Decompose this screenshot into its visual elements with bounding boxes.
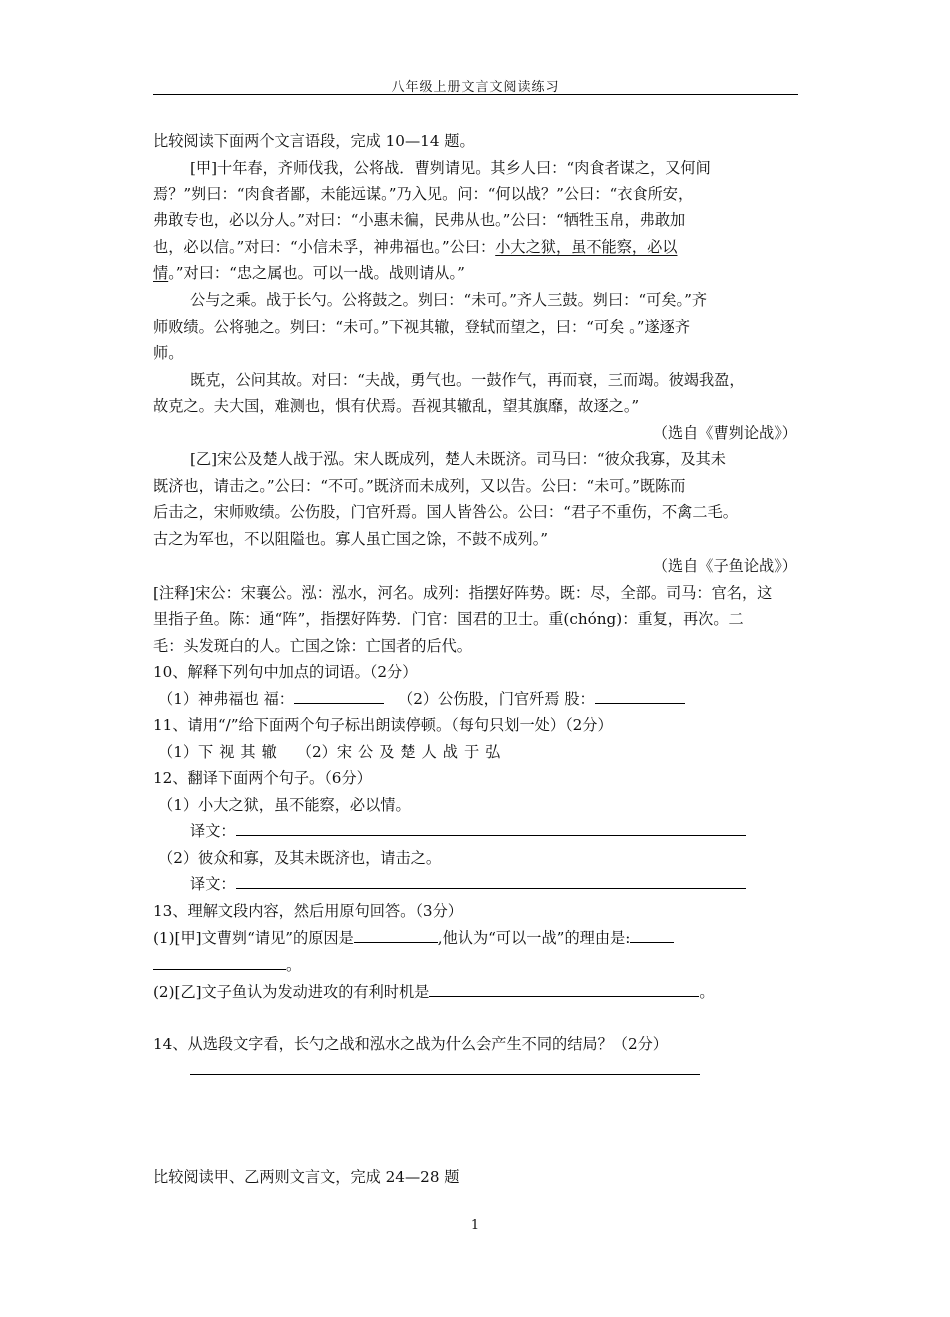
q12-item-2: （2）彼众和寡，及其未既济也，请击之。 — [158, 849, 442, 867]
annotation-line: 里指子鱼。陈：通“阵”，指摆好阵势．门官：国君的卫士。重(chóng)：重复，再次。二 — [153, 610, 744, 628]
q11-label-2: （2） — [296, 743, 337, 761]
source-citation: （选自《曹刿论战》） — [652, 424, 797, 442]
passage-jia-line: 公与之乘。战于长勺。公将鼓之。刿曰：“未可。”齐人三鼓。刿曰：“可矣。”齐 — [190, 291, 708, 309]
question-13: 13、理解文段内容，然后用原句回答。（3分） — [153, 902, 463, 920]
q11-sentence-1[interactable]: 下视其辙 — [198, 743, 283, 761]
passage-yi-line: 既济也，请击之。”公曰：“不可。”既济而未成列，又以告。公曰：“未可。”既陈而 — [153, 477, 686, 495]
q13-text: (1)[甲]文曹刿“请见”的原因是 — [153, 929, 354, 947]
passage-yi-line: [乙]宋公及楚人战于泓。宋人既成列，楚人未既济。司马曰：“彼众我寡，及其未 — [190, 450, 726, 468]
punctuation: 。 — [699, 983, 715, 1001]
annotation-line: [注释]宋公：宋襄公。泓：泓水，河名。成列：指摆好阵势。既：尽，全部。司马：官名，这 — [153, 584, 773, 602]
translation-label: 译文： — [190, 822, 236, 840]
answer-blank[interactable] — [153, 955, 286, 970]
q13-item-1 — [153, 928, 674, 948]
punctuation: 。 — [286, 956, 302, 974]
answer-blank[interactable] — [190, 1060, 700, 1075]
passage-jia-line: 既克，公问其故。对曰：“夫战，勇气也。一鼓作气，再而衰，三而竭。彼竭我盈， — [190, 371, 745, 389]
answer-blank[interactable] — [595, 689, 685, 704]
passage-jia-text: 。”对曰：“忠之属也。可以一战。战则请从。” — [168, 264, 465, 282]
q13-item-2 — [153, 982, 715, 1002]
passage-yi-line: 古之为军也，不以阻隘也。寡人虽亡国之馀，不鼓不成列。” — [153, 530, 549, 548]
passage-jia-line: 焉？”刿曰：“肉食者鄙，未能远谋。”乃入见。问：“何以战？”公曰：“衣食所安， — [153, 185, 694, 203]
question-10: 10、解释下列句中加点的词语。（2分） — [153, 663, 418, 681]
header-rule — [153, 94, 798, 95]
q12-item-1: （1）小大之狱，虽不能察，必以情。 — [158, 796, 411, 814]
q10-item-1: （1）神弗福也 福： — [158, 690, 294, 708]
translation-label: 译文： — [190, 875, 236, 893]
q11-sentence-2[interactable]: 宋公及楚人战于弘 — [336, 743, 507, 761]
page-number: 1 — [470, 1218, 480, 1233]
passage-yi-line: 后击之，宋师败绩。公伤股，门官歼焉。国人皆咎公。公曰：“君子不重伤，不禽二毛。 — [153, 503, 738, 521]
section-intro: 比较阅读甲、乙两则文言文，完成 24—28 题 — [153, 1168, 460, 1186]
passage-jia-line: 师。 — [153, 344, 184, 362]
question-14: 14、从选段文字看，长勺之战和泓水之战为什么会产生不同的结局？（2分） — [153, 1035, 668, 1053]
q13-item-1-cont — [153, 955, 301, 975]
underlined-sentence: 小大之狱，虽不能察，必以 — [495, 238, 678, 256]
source-citation: （选自《子鱼论战》） — [652, 557, 797, 575]
q10-item-2: （2）公伤股，门官歼焉 股： — [398, 690, 595, 708]
q13-text: ,他认为“可以一战”的理由是: — [437, 929, 631, 947]
question-10-items — [158, 689, 685, 709]
passage-jia-line: 故克之。夫大国，难测也，惧有伏焉。吾视其辙乱，望其旗靡，故逐之。” — [153, 397, 640, 415]
q11-label-1: （1） — [158, 743, 199, 761]
translation-line — [190, 821, 746, 841]
underlined-sentence-end: 情 — [153, 264, 169, 282]
answer-blank[interactable] — [354, 928, 438, 943]
answer-blank[interactable] — [429, 982, 699, 997]
answer-blank[interactable] — [294, 689, 384, 704]
question-11: 11、请用“/”给下面两个句子标出朗读停顿。（每句只划一处）（2分） — [153, 716, 613, 734]
q13-text: (2)[乙]文子鱼认为发动进攻的有利时机是 — [153, 983, 430, 1001]
passage-jia-line: 弗敢专也，必以分人。”对曰：“小惠未徧，民弗从也。”公曰：“牺牲玉帛，弗敢加 — [153, 211, 686, 229]
passage-jia-line: [甲]十年春，齐师伐我，公将战．曹刿请见。其乡人曰：“肉食者谋之，又何间 — [190, 159, 711, 177]
answer-blank[interactable] — [236, 874, 746, 889]
passage-jia-line: 师败绩。公将驰之。刿曰：“未可。”下视其辙，登轼而望之，曰：“可矣 。”遂逐齐 — [153, 318, 691, 336]
passage-jia-text: 也，必以信。”对曰：“小信未孚，神弗福也。”公曰： — [153, 238, 496, 256]
passage-jia-line — [153, 263, 465, 283]
answer-line — [190, 1060, 700, 1080]
answer-blank[interactable] — [236, 821, 746, 836]
page-header: 八年级上册文言文阅读练习 — [391, 80, 560, 95]
answer-blank[interactable] — [630, 928, 674, 943]
section-intro: 比较阅读下面两个文言语段，完成 10—14 题。 — [153, 132, 475, 150]
translation-line — [190, 874, 746, 894]
question-11-items — [158, 742, 506, 762]
question-12: 12、翻译下面两个句子。（6分） — [153, 769, 372, 787]
passage-jia-line — [153, 237, 677, 257]
annotation-line: 毛：头发斑白的人。亡国之馀：亡国者的后代。 — [153, 637, 472, 655]
